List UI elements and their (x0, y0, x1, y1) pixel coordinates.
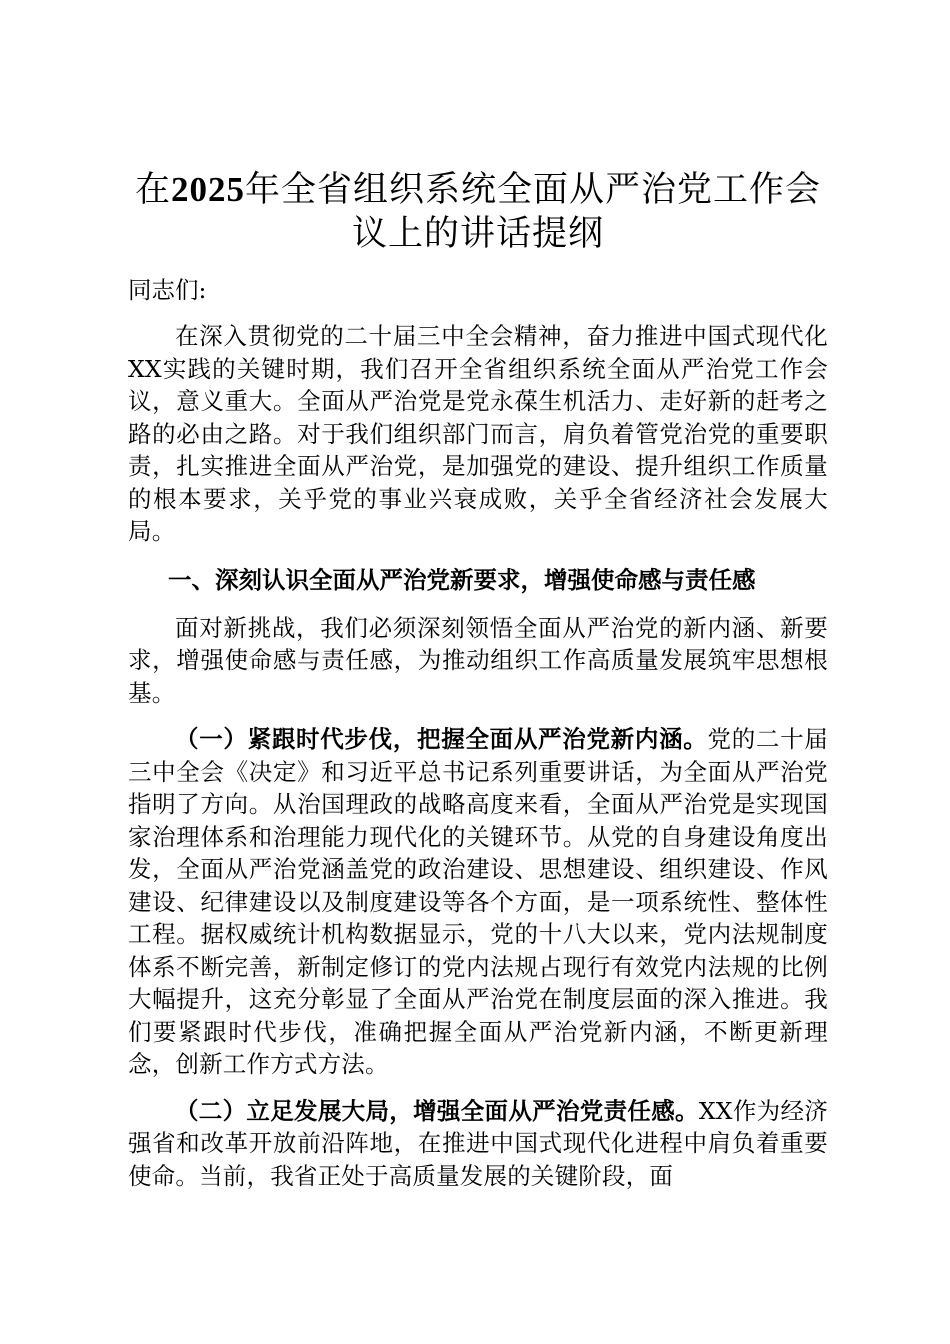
subsection-2-body: XX作为经济强省和改革开放前沿阵地，在推进中国式现代化进程中肩负着重要使命。当前，我省正处于高质量发展的关键阶段，面 (128, 1096, 828, 1190)
title-year: 2025 (171, 170, 245, 209)
document-title (128, 168, 828, 256)
title-prefix: 在 (134, 170, 171, 210)
document-body (128, 168, 828, 1206)
subsection-1-lead: （一）紧跟时代步伐，把握全面从严治党新内涵。 (175, 725, 708, 753)
greeting: 同志们: (128, 276, 207, 304)
intro-paragraph: 在深入贯彻党的二十届三中全会精神，奋力推进中国式现代化XX实践的关键时期，我们召开全省组织系统全面从严治党工作会议，意义重大。全面从严治党是党永葆生机活力、走好新的赶考之路的必由之路。对于我们组织部门而言，肩负着管党治党的重要职责，扎实推进全面从严治党，是加强党的建设、提升组织工作质量的根本要求，关乎党的事业兴衰成败，关乎全省经济社会发展大局。 (128, 322, 828, 545)
subsection-2-lead: （二）立足发展大局，增强全面从严治党责任感。 (175, 1096, 699, 1125)
subsection-1-body: 党的二十届三中全会《决定》和习近平总书记系列重要讲话，为全面从严治党指明了方向。从治国理政的战略高度来看，全面从严治党是实现国家治理体系和治理能力现代化的关键环节。从党的自身建设角度出发，全面从严治党涵盖党的政治建设、思想建设、组织建设、作风建设、纪律建设以及制度建设等各个方面，是一项系统性、整体性工程。据权威统计机构数据显示，党的十八大以来，党内法规制度体系不断完善，新制定修订的党内法规占现行有效党内法规的比例大幅提升，这充分彰显了全面从严治党在制度层面的深入推进。我们要紧跟时代步伐，准确把握全面从严治党新内涵，不断更新理念，创新工作方式方法。 (128, 725, 828, 1078)
subsection-2-paragraph (128, 1095, 828, 1193)
section-heading-1: 一、深刻认识全面从严治党新要求，增强使命感与责任感 (168, 565, 756, 594)
section-1-intro-paragraph: 面对新挑战，我们必须深刻领悟全面从严治党的新内涵、新要求，增强使命感与责任感，为推动组织工作高质量发展筑牢思想根基。 (128, 613, 828, 707)
subsection-1-paragraph (128, 723, 828, 1081)
title-suffix: 年全省组织系统全面从严治党工作会议上的讲话提纲 (245, 170, 822, 254)
